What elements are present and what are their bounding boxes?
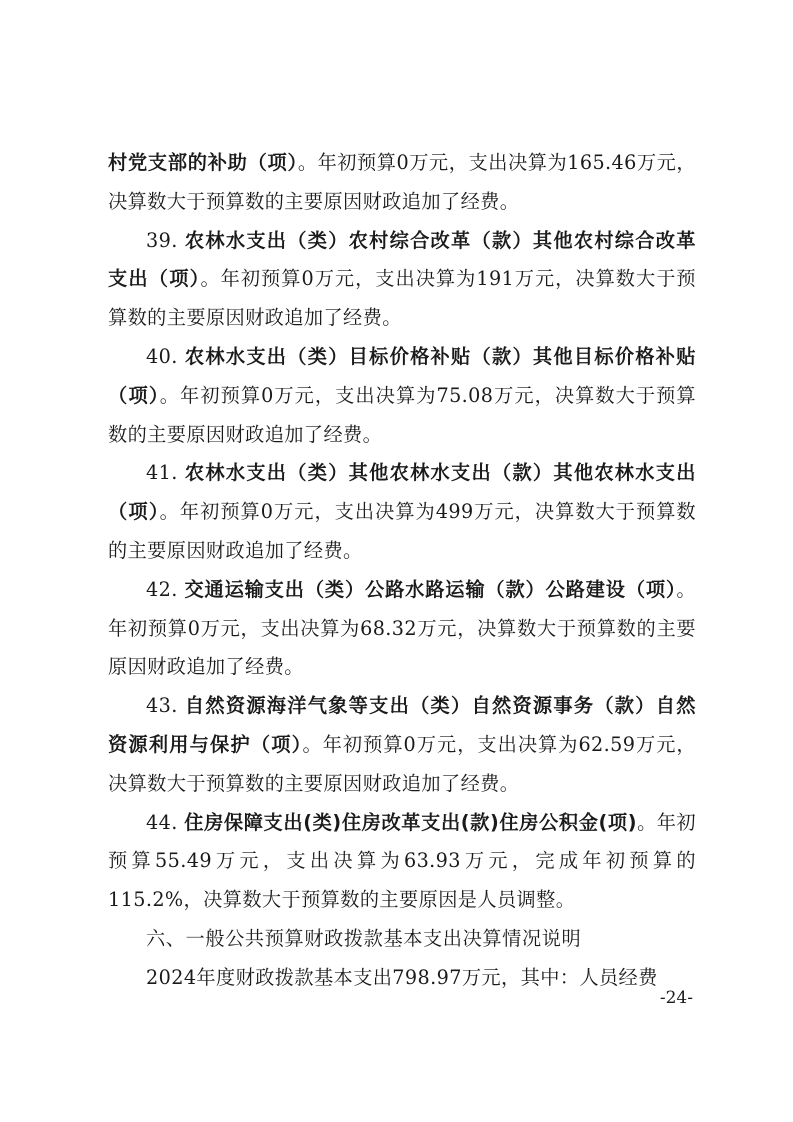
item-text: 。年初预算0万元，支出决算为165.46万元，决算数大于预算数的主要原因财政追加了经费。 xyxy=(108,151,696,213)
item-text: 。年初预算0万元，支出决算为75.08万元，决算数大于预算数的主要原因财政追加了经费。 xyxy=(108,383,696,446)
item-title: 自然资源海洋气象等支出（类）自然资源事务（款）自然资源利用与保护（项） xyxy=(108,694,697,756)
item-number: 43. xyxy=(146,694,185,718)
paragraph-item-42 xyxy=(108,571,696,687)
item-title: 农林水支出（类）其他农林水支出（款）其他农林水支出（项） xyxy=(108,461,697,524)
paragraph-item-38-continued xyxy=(108,144,696,222)
paragraph-item-39 xyxy=(108,222,696,338)
item-text: 。年初预算55.49万元，支出决算为63.93万元，完成年初预算的115.2%，决算数大于预算数的主要原因是人员调整。 xyxy=(108,810,696,912)
item-title: 交通运输支出（类）公路水路运输（款）公路建设（项） xyxy=(184,577,677,601)
paragraph-item-40 xyxy=(108,338,696,454)
section-heading: 六、一般公共预算财政拨款基本支出决算情况说明 xyxy=(146,926,582,950)
page-number: -24- xyxy=(659,988,693,1008)
item-number: 39. xyxy=(146,228,185,252)
paragraph-item-41 xyxy=(108,454,696,570)
item-title: 住房保障支出(类)住房改革支出(款)住房公积金(项) xyxy=(184,810,638,834)
item-title: 农林水支出（类）农村综合改革（款）其他农村综合改革支出（项） xyxy=(108,228,697,291)
item-text: 。年初预算0万元，支出决算为62.59万元，决算数大于预算数的主要原因财政追加了经费。 xyxy=(108,732,697,795)
closing-paragraph: 2024年度财政拨款基本支出798.97万元，其中：人员经费 xyxy=(146,965,658,989)
item-number: 40. xyxy=(146,344,185,368)
item-text: 。年初预算0万元，支出决算为499万元，决算数大于预算数的主要原因财政追加了经费。 xyxy=(108,500,697,562)
item-title: 农林水支出（类）目标价格补贴（款）其他目标价格补贴（项） xyxy=(108,344,697,407)
paragraph-item-44 xyxy=(108,804,696,920)
item-text: 。年初预算0万元，支出决算为191万元，决算数大于预算数的主要原因财政追加了经费。 xyxy=(108,267,697,330)
paragraph-item-43 xyxy=(108,687,696,803)
item-number: 44. xyxy=(146,810,185,834)
document-body xyxy=(108,144,696,998)
item-number: 42. xyxy=(146,577,185,601)
item-title: 村党支部的补助（项） xyxy=(108,151,298,174)
item-number: 41. xyxy=(146,461,185,485)
item-text: 。年初预算0万元，支出决算为68.32万元，决算数大于预算数的主要原因财政追加了经费。 xyxy=(108,577,697,679)
